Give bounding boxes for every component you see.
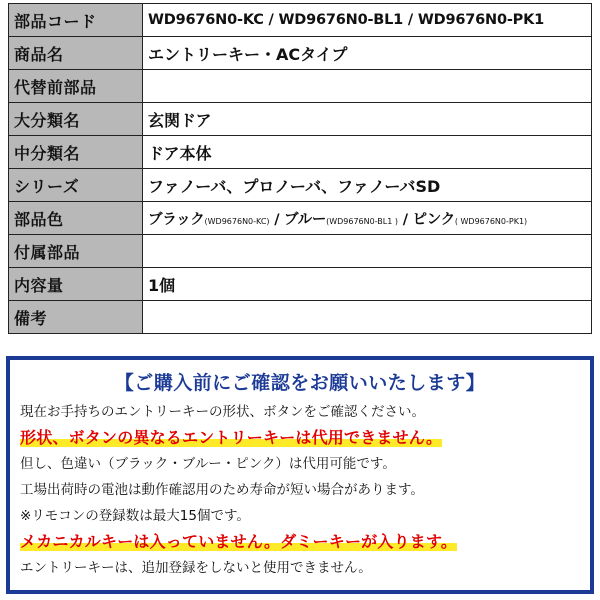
row-label: 内容量 xyxy=(9,268,143,301)
color-code-blue: (WD9676N0-BL1 ) xyxy=(326,216,399,226)
color-separator: / xyxy=(398,211,413,228)
row-label: 代替前部品 xyxy=(9,70,143,103)
notice-line-text: 現在お手持ちのエントリーキーの形状、ボタンをご確認ください。 xyxy=(20,404,425,420)
row-label: 中分類名 xyxy=(9,136,143,169)
row-label: 部品色 xyxy=(9,202,143,235)
notice-line-text: 形状、ボタンの異なるエントリーキーは代用できません。 xyxy=(20,428,443,447)
notice-line-text: エントリーキーは、追加登録をしないと使用できません。 xyxy=(20,560,372,576)
table-row xyxy=(9,136,592,169)
table-row xyxy=(9,4,592,37)
row-label: 備考 xyxy=(9,301,143,334)
color-code-pink: ( WD9676N0-PK1) xyxy=(454,216,528,226)
notice-lines xyxy=(10,399,590,581)
notice-line xyxy=(20,503,590,529)
row-value xyxy=(143,70,592,103)
row-value xyxy=(143,301,592,334)
purchase-notice-box xyxy=(6,356,594,594)
table-row xyxy=(9,235,592,268)
row-value xyxy=(143,235,592,268)
notice-line-text: 工場出荷時の電池は動作確認用のため寿命が短い場合があります。 xyxy=(20,482,424,498)
table-row xyxy=(9,37,592,70)
table-row xyxy=(9,268,592,301)
row-value: WD9676N0-KC / WD9676N0-BL1 / WD9676N0-PK1 xyxy=(143,4,592,37)
row-label: 部品コード xyxy=(9,4,143,37)
table-row xyxy=(9,202,592,235)
color-name-black: ブラック xyxy=(148,211,205,228)
color-separator: / xyxy=(269,211,285,228)
color-code-black: (WD9676N0-KC) xyxy=(204,216,270,226)
row-label: 商品名 xyxy=(9,37,143,70)
spec-table xyxy=(8,3,592,334)
part-colors-value xyxy=(143,202,592,235)
table-row xyxy=(9,103,592,136)
notice-line xyxy=(20,477,590,503)
notice-line-warning xyxy=(20,425,590,451)
row-value: ファノーバ、プロノーバ、ファノーバSD xyxy=(143,169,592,202)
notice-line xyxy=(20,399,590,425)
color-name-blue: ブルー xyxy=(284,211,327,228)
table-row xyxy=(9,301,592,334)
row-label: 大分類名 xyxy=(9,103,143,136)
notice-title: 【ご購入前にご確認をお願いいたします】 xyxy=(114,372,486,394)
notice-line-text: メカニカルキーは入っていません。ダミーキーが入ります。 xyxy=(20,532,458,551)
color-name-pink: ピンク xyxy=(412,211,455,228)
table-row xyxy=(9,169,592,202)
row-label: 付属部品 xyxy=(9,235,143,268)
row-label: シリーズ xyxy=(9,169,143,202)
notice-line xyxy=(20,451,590,477)
row-value: 玄関ドア xyxy=(143,103,592,136)
notice-line-warning xyxy=(20,529,590,555)
row-value: ドア本体 xyxy=(143,136,592,169)
notice-line xyxy=(20,555,590,581)
notice-line-text: 但し、色違い（ブラック・ブルー・ピンク）は代用可能です。 xyxy=(20,456,396,472)
row-value: エントリーキー・ACタイプ xyxy=(143,37,592,70)
table-row xyxy=(9,70,592,103)
row-value: 1個 xyxy=(143,268,592,301)
notice-line-text: ※リモコンの登録数は最大15個です。 xyxy=(20,508,250,524)
